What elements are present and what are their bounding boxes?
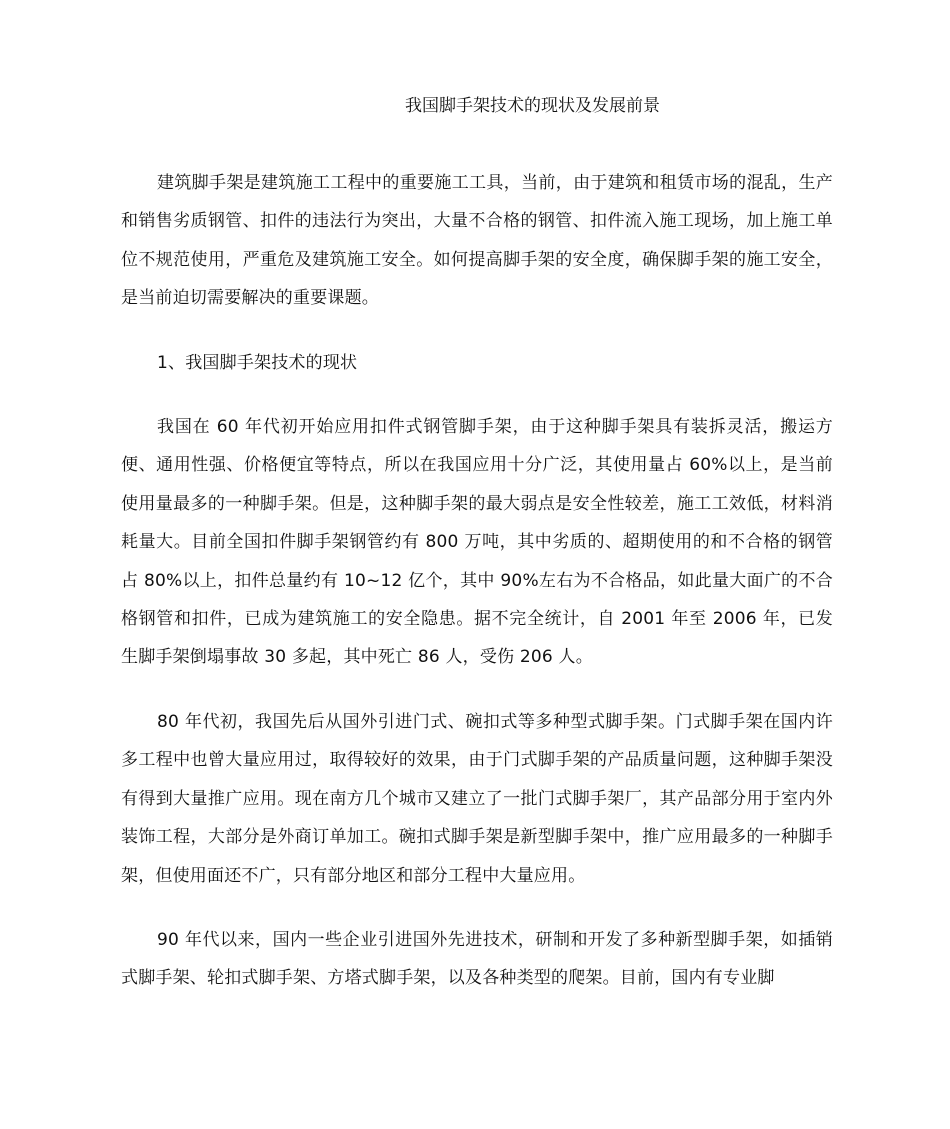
document-title: 我国脚手架技术的现状及发展前景 (405, 96, 660, 116)
paragraph-80s-imported-scaffold: 80 年代初，我国先后从国外引进门式、碗扣式等多种型式脚手架。门式脚手架在国内许多工程中也曾大量应用过，取得较好的效果，由于门式脚手架的产品质量问题，这种脚手架没有得到大量推广应用。现在南方几个城市又建立了一批门式脚手架厂，其产品部分用于室内外装饰工程，大部分是外商订单加工。碗扣式脚手架是新型脚手架中，推广应用最多的一种脚手架，但使用面还不广，只有部分地区和部分工程中大量应用。 (121, 711, 833, 886)
paragraph-60s-fastener-scaffold: 我国在 60 年代初开始应用扣件式钢管脚手架，由于这种脚手架具有装拆灵活，搬运方便、通用性强、价格便宜等特点，所以在我国应用十分广泛，其使用量占 60%以上，是当前使用量最多的一种脚手架。但是，这种脚手架的最大弱点是安全性较差，施工工效低，材料消耗量大。目前全国扣件脚手架钢管约有 800 万吨，其中劣质的、超期使用的和不合格的钢管占 80%以上，扣件总量约有 10~12 亿个，其中 90%左右为不合格品，如此量大面广的不合格钢管和扣件，已成为建筑施工的安全隐患。据不完全统计，自 2001 年至 2006 年，已发生脚手架倒塌事故 30 多起，其中死亡 86 人，受伤 206 人。 (121, 417, 833, 668)
document-body (121, 164, 833, 998)
paragraph-intro: 建筑脚手架是建筑施工工程中的重要施工工具，当前，由于建筑和租赁市场的混乱，生产和销售劣质钢管、扣件的违法行为突出，大量不合格的钢管、扣件流入施工现场，加上施工单位不规范使用，严重危及建筑施工安全。如何提高脚手架的安全度，确保脚手架的施工安全，是当前迫切需要解决的重要课题。 (121, 173, 833, 309)
paragraph-90s-new-scaffold: 90 年代以来，国内一些企业引进国外先进技术，研制和开发了多种新型脚手架，如插销式脚手架、轮扣式脚手架、方塔式脚手架，以及各种类型的爬架。目前，国内有专业脚 (121, 929, 833, 989)
section-heading-current-status: 1、我国脚手架技术的现状 (157, 352, 358, 373)
